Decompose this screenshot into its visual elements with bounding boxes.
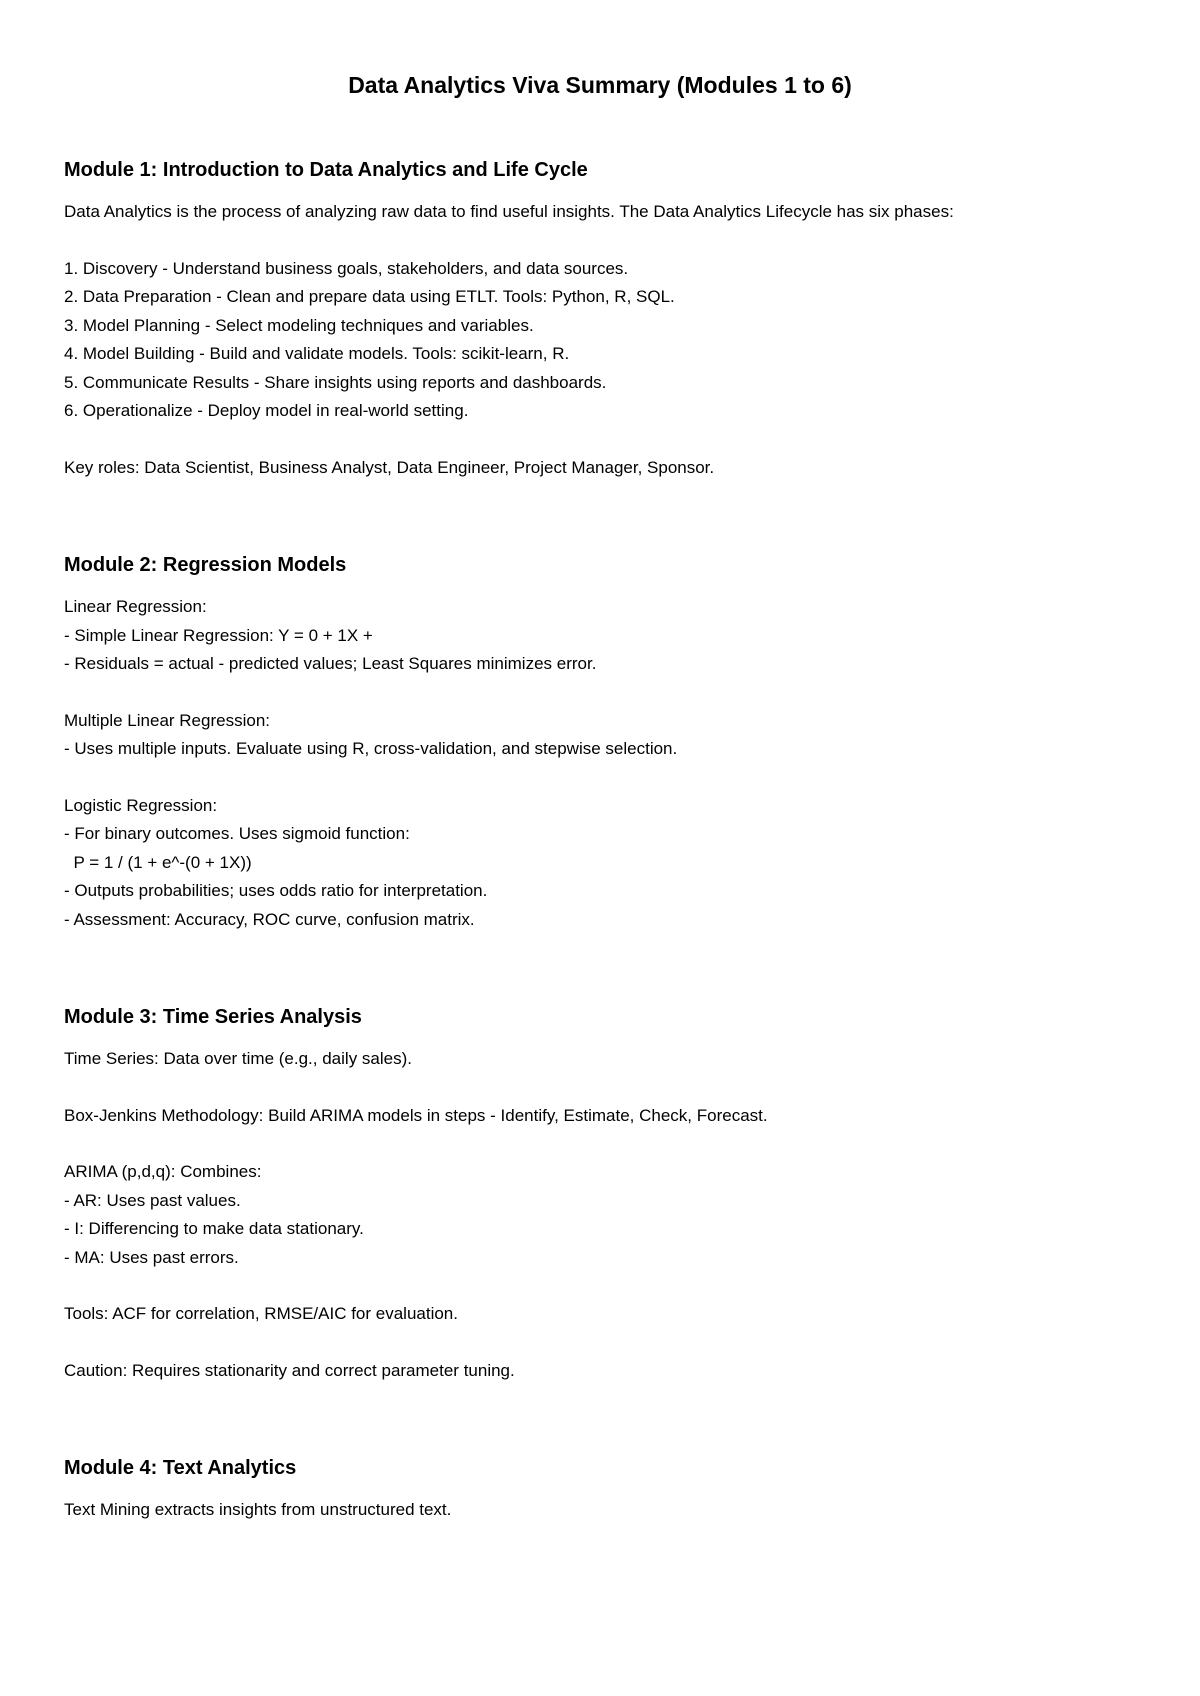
module-section bbox=[64, 1004, 1144, 1385]
paragraph bbox=[64, 593, 1144, 679]
text-line: - AR: Uses past values. bbox=[64, 1190, 241, 1210]
text-line: Tools: ACF for correlation, RMSE/AIC for evaluation. bbox=[64, 1304, 458, 1323]
section-heading: Module 4: Text Analytics bbox=[64, 1457, 297, 1479]
paragraph bbox=[64, 1300, 1144, 1329]
text-line: 3. Model Planning - Select modeling techniques and variables. bbox=[64, 315, 534, 335]
paragraph bbox=[64, 792, 1144, 935]
paragraph bbox=[64, 1357, 1144, 1386]
text-line: - MA: Uses past errors. bbox=[64, 1247, 239, 1267]
text-line: Text Mining extracts insights from unstructured text. bbox=[64, 1500, 452, 1519]
paragraph bbox=[64, 1158, 1144, 1272]
paragraph bbox=[64, 1045, 1144, 1074]
text-line: 1. Discovery - Understand business goals, stakeholders, and data sources. bbox=[64, 258, 629, 278]
text-line: Data Analytics is the process of analyzing raw data to find useful insights. The Data Analytics Lifecycle has six phases: bbox=[64, 202, 954, 221]
text-line: - Assessment: Accuracy, ROC curve, confusion matrix. bbox=[64, 909, 475, 929]
module-section bbox=[64, 1455, 1144, 1525]
section-heading: Module 3: Time Series Analysis bbox=[64, 1006, 362, 1028]
module-section bbox=[64, 157, 1144, 482]
text-line: ARIMA (p,d,q): Combines: bbox=[64, 1162, 262, 1181]
text-line: - I: Differencing to make data stationary. bbox=[64, 1219, 364, 1238]
text-line: 5. Communicate Results - Share insights using reports and dashboards. bbox=[64, 372, 607, 392]
section-heading: Module 2: Regression Models bbox=[64, 554, 347, 576]
paragraph bbox=[64, 1102, 1144, 1131]
text-line: - Uses multiple inputs. Evaluate using R, cross-validation, and stepwise selection. bbox=[64, 739, 678, 758]
text-line: 6. Operationalize - Deploy model in real-world setting. bbox=[64, 401, 469, 420]
text-line: P = 1 / (1 + e^-(0 + 1X)) bbox=[64, 852, 252, 872]
text-line: Box-Jenkins Methodology: Build ARIMA models in steps - Identify, Estimate, Check, Forecast. bbox=[64, 1105, 768, 1125]
document-title: Data Analytics Viva Summary (Modules 1 to 6) bbox=[348, 72, 852, 98]
document-body bbox=[64, 157, 1144, 1525]
text-line: - Outputs probabilities; uses odds ratio for interpretation. bbox=[64, 881, 488, 900]
text-line: Logistic Regression: bbox=[64, 795, 218, 815]
section-heading: Module 1: Introduction to Data Analytics and Life Cycle bbox=[64, 159, 588, 181]
text-line: Multiple Linear Regression: bbox=[64, 710, 270, 730]
text-line: 4. Model Building - Build and validate models. Tools: scikit-learn, R. bbox=[64, 344, 570, 363]
text-line: Caution: Requires stationarity and correct parameter tuning. bbox=[64, 1360, 515, 1380]
text-line: - Simple Linear Regression: Y = 0 + 1X + bbox=[64, 625, 373, 645]
text-line: - For binary outcomes. Uses sigmoid function: bbox=[64, 824, 410, 843]
paragraph bbox=[64, 255, 1144, 426]
paragraph bbox=[64, 454, 1144, 483]
text-line: Time Series: Data over time (e.g., daily sales). bbox=[64, 1049, 412, 1068]
text-line: 2. Data Preparation - Clean and prepare data using ETLT. Tools: Python, R, SQL. bbox=[64, 287, 675, 306]
paragraph bbox=[64, 198, 1144, 227]
paragraph bbox=[64, 1496, 1144, 1525]
module-section bbox=[64, 552, 1144, 934]
text-line: - Residuals = actual - predicted values; Least Squares minimizes error. bbox=[64, 654, 597, 673]
text-line: Linear Regression: bbox=[64, 597, 207, 616]
paragraph bbox=[64, 707, 1144, 764]
text-line: Key roles: Data Scientist, Business Analyst, Data Engineer, Project Manager, Sponsor. bbox=[64, 457, 715, 477]
